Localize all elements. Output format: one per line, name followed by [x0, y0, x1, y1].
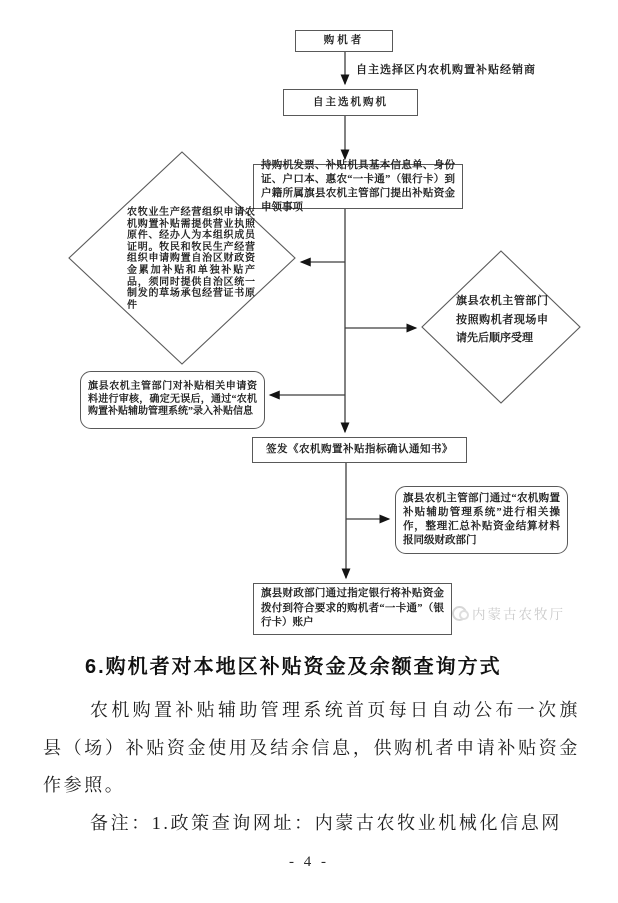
- watermark: [452, 603, 565, 623]
- label-choose-dealer: 自主选择区内农机购置补贴经销商: [356, 64, 536, 76]
- section-heading: 6.购机者对本地区补贴资金及余额查询方式: [85, 656, 502, 678]
- node-settlement: 旗县农机主管部门通过“农机购置补贴辅助管理系统”进行相关操作，整理汇总补贴资金结算材料报同级财政部门: [395, 486, 568, 554]
- watermark-text: 内蒙古农牧厅: [472, 607, 565, 622]
- page-number: - 4 -: [289, 854, 329, 870]
- node-review-entry: 旗县农机主管部门对补贴相关申请资料进行审核，确定无误后，通过“农机购置补贴辅助管理系统”录入补贴信息: [80, 371, 265, 429]
- note-paragraph: 备注：1.政策查询网址：内蒙古农牧业机械化信息网: [90, 812, 562, 833]
- node-payment: 旗县财政部门通过指定银行将补贴资金拨付到符合要求的购机者“一卡通”（银行卡）账户: [253, 583, 452, 635]
- body-text: [43, 652, 580, 842]
- decision-accept-order: 旗县农机主管部门按照购机者现场申请先后顺序受理: [456, 295, 548, 344]
- node-self-select: 自主选机购机: [283, 89, 418, 116]
- decision-org-requirements: 农牧业生产经营组织申请农机购置补贴需提供营业执照原件、经办人为本组织成员证明。牧民和牧民生产经营组织申请购置自治区财政资金累加补贴和单独补贴产品，须同时提供自治区统一制发的草场承包经营证书原件: [127, 207, 255, 311]
- node-issue-notice: 签发《农机购置补贴指标确认通知书》: [252, 437, 467, 463]
- watermark-logo-icon: [452, 606, 467, 621]
- paragraph: 农机购置补贴辅助管理系统首页每日自动公布一次旗县（场）补贴资金使用及结余信息，供购机者申请补贴资金作参照。: [43, 700, 580, 795]
- node-purchaser: 购机者: [295, 30, 393, 52]
- node-apply-materials: 持购机发票、补贴机具基本信息单、身份证、户口本、惠农“一卡通”（银行卡）到户籍所属旗县农机主管部门提出补贴资金申领事项: [253, 164, 463, 209]
